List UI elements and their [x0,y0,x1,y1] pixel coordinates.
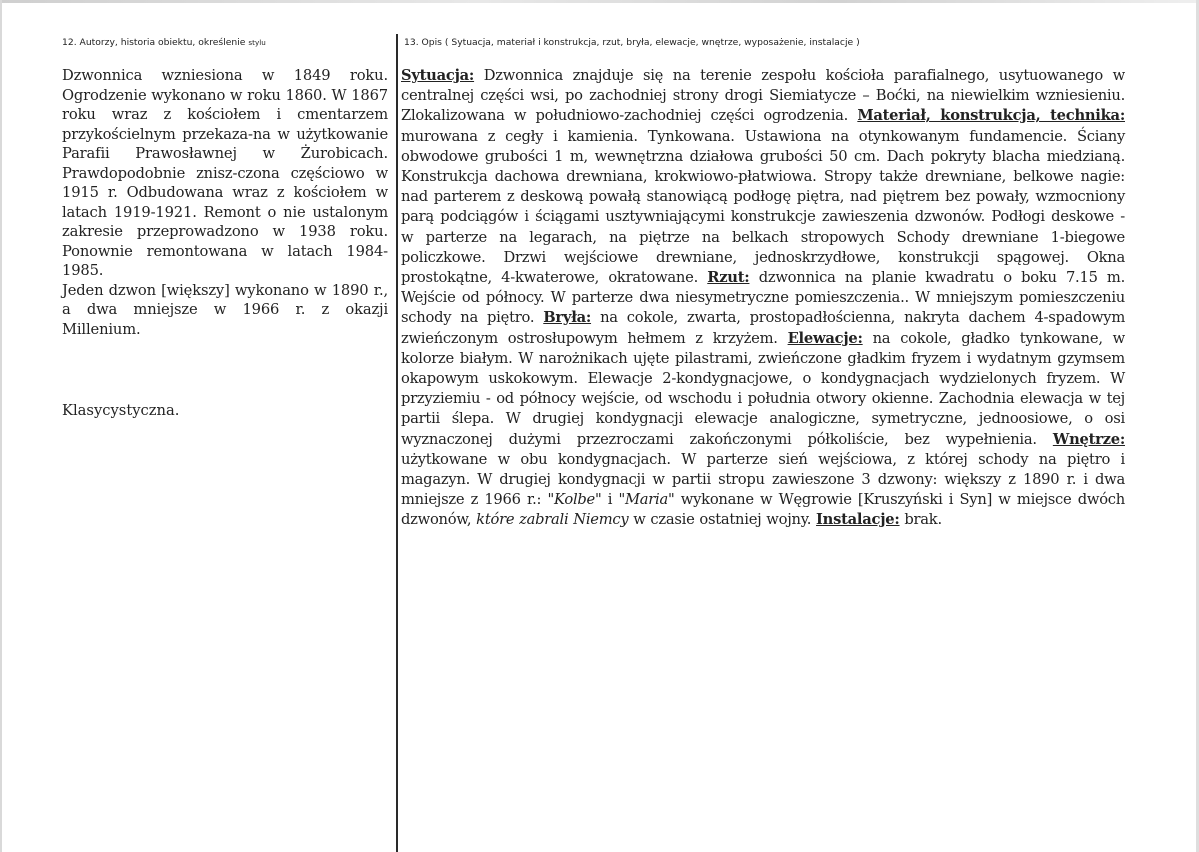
section-12-title: 12. Autorzy, historia obiektu, określenie [62,37,246,48]
label-instalacje: Instalacje: [816,511,900,529]
quote-niemcy: które zabrali Niemcy [476,511,629,529]
text-bryla: na cokole, zwarta, prostopadłościenna, nakryta dachem 4-spadowym zwieńczonym ostrosłupowym hełmem z krzyżem. [401,309,1126,347]
label-material: Materiał, konstrukcja, technika: [857,107,1125,125]
section-13-header: 13. Opis ( Sytuacja, materiał i konstrukcja, rzut, bryła, elewacje, wnętrze, wyposażenie, instalacje ) [404,37,860,48]
history-column [62,66,388,339]
label-wnetrze: Wnętrze: [1052,430,1125,448]
text-instalacje: brak. [899,511,942,529]
text-wnetrze-1: użytkowane w obu kondygnacjach. W parterze sień wejściowa, z której schody na piętro i magazyn. W drugiej kondygnacji w partii stropu zawieszone 3 dzwony: większy z 1890 r. i dwa mniejsze z 1966 r.: [401,450,1125,509]
label-elewacje: Elewacje: [787,329,863,347]
text-elewacje: na cokole, gładko tynkowane, w kolorze białym. W narożnikach ujęte pilastrami, zwieńczone gładkim fryzem i wydatnym gzymsem okapowym uskokowym. Elewacje 2-kondygnacjowe, o kondygnacjach wydzielonych fryzem. W przyziemiu - od północy wejście, od wschodu i południa otwory okienne. Zachodnia elewacja w tej partii ślepa. W drugiej kondygnacji elewacje analogiczne, symetryczne, jednoosiowe, o osi wyznaczonej dużymi przezroczami zakończonymi półkoliście, bez wypełnienia. [401,329,1125,448]
label-sytuacja: Sytuacja: [401,67,475,84]
description-column [401,66,1125,531]
scan-edge-top [0,0,1199,3]
section-12-header [62,37,266,48]
text-wnetrze-2: wykonane w Węgrowie [Kruszyński i Syn] w miejsce dwóch dzwonów, [401,491,1125,529]
text-conjunction: i [601,491,619,509]
text-material: murowana z cegły i kamienia. Tynkowana. Ustawiona na otynkowanym fundamencie. Ściany obwodowe grubości 1 m, wewnętrzna działowa grubości 50 cm. Dach pokryty blacha miedzianą. Konstrukcja dachowa drewniana, krokwiowo-płatwiowa. Stropy także drewniane, belkowe nagie: nad parterem z deskową powałą stanowiącą podłogę piętra, nad piętrem bez powały, wzmocniony parą podciągów i ściągami usztywniającymi konstrukcje zawieszenia dzwonów. Podłogi deskowe - w parterze na legarach, na piętrze na belkach stropowych Schody drewniane 1-biegowe policzkowe. Drzwi wejściowe drewniane, jednoskrzydłowe, konstrukcji spągowej. Okna prostokątne, 4-kwaterowe, okratowane. [401,127,1125,287]
column-divider [396,34,398,852]
description-paragraph [401,66,1125,531]
text-sytuacja: Dzwonnica znajduje się na terenie zespołu kościoła parafialnego, usytuowanego w centralnej części wsi, po zachodniej strony drogi Siemiatycze – Boćki, na niewielkim wzniesieniu. Zlokalizowana w południowo-zachodniej części ogrodzenia. [401,67,1125,125]
architectural-style: Klasycystyczna. [62,402,180,419]
history-paragraph: Dzwonnica wzniesiona w 1849 roku. Ogrodzenie wykonano w roku 1860. W 1867 roku wraz z kościołem i cmentarzem przykościelnym przekaza-na w użytkowanie Parafii Prawosławnej w Żurobicach. Prawdopodobnie znisz-czona częściowo w 1915 r. Odbudowana wraz z kościołem w latach 1919-1921. Remont o nie ustalonym zakresie przeprowadzono w 1938 roku. Ponownie remontowana w latach 1984-1985. [62,67,388,279]
scan-edge-left [0,0,2,852]
bell-name-kolbe: "Kolbe" [547,491,602,509]
bell-name-maria: "Maria" [618,491,675,509]
section-12-title-small: stylu [248,38,266,47]
bells-paragraph: Jeden dzwon [większy] wykonano w 1890 r., a dwa mniejsze w 1966 r. z okazji Millenium. [62,281,388,338]
text-rzut: dzwonnica na planie kwadratu o boku 7.15 m. Wejście od północy. W parterze dwa niesymetryczne pomieszczenia.. W mniejszym pomieszczeniu schody na piętro. [401,269,1126,327]
label-rzut: Rzut: [707,269,750,287]
text-wnetrze-3: w czasie ostatniej wojny. [628,511,817,529]
label-bryla: Bryła: [543,309,592,327]
